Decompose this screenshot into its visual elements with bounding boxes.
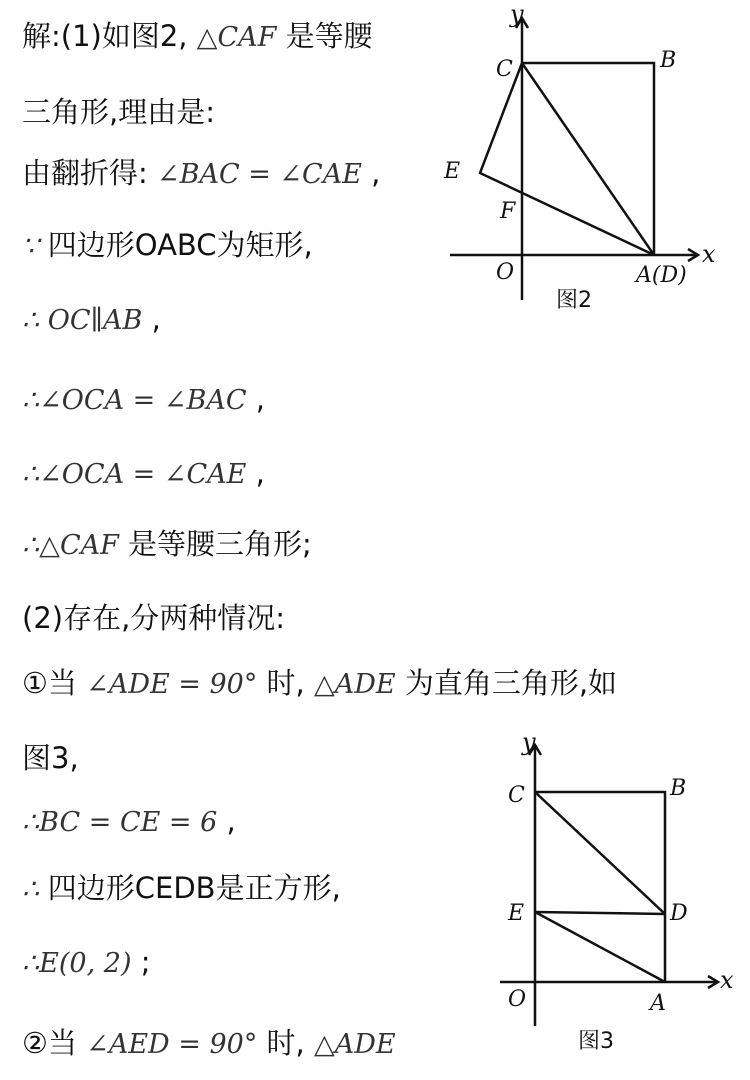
text-run: 时, (257, 666, 314, 700)
solution-line (22, 665, 617, 703)
math-expression: ∴∠OCA = ∠BAC (22, 385, 247, 416)
point-O-label: O (496, 260, 515, 285)
solution-line (22, 18, 373, 56)
figure-2-caption: 图2 (556, 288, 592, 313)
solution-line (22, 944, 150, 982)
math-expression: ∴E(0, 2) (22, 948, 132, 979)
x-axis-label: x (720, 966, 734, 994)
math-expression: ∠AED = 90° (86, 1029, 258, 1060)
text-run: 由翻折得: (22, 156, 157, 190)
math-expression: ∠BAC = ∠CAE (157, 159, 362, 190)
text-run: 解:(1)如图2, (22, 19, 197, 53)
point-E-label: E (508, 901, 525, 926)
point-E-label: E (444, 159, 461, 184)
x-axis-label: x (702, 240, 716, 268)
figure-2 (430, 0, 720, 320)
math-expression: ∵ (22, 231, 48, 262)
math-expression: ∴∠OCA = ∠CAE (22, 459, 247, 490)
point-O-label: O (508, 987, 527, 1012)
point-A-label: A(D) (636, 263, 687, 288)
point-C-label: C (508, 783, 525, 808)
figure-3-diagram (480, 730, 740, 1060)
rectangle-sides (535, 792, 665, 982)
solution-line (22, 526, 312, 564)
text-run: , (246, 456, 265, 490)
text-run: 是等腰三角形; (118, 527, 312, 561)
y-axis-label: y (522, 730, 536, 756)
text-run: , (361, 156, 381, 190)
segment-ED (535, 912, 665, 914)
text-run: , (142, 302, 161, 336)
figure-3-caption: 图3 (578, 1029, 614, 1054)
text-run: ②当 (22, 1026, 87, 1060)
point-F-label: F (500, 199, 516, 224)
solution-line (22, 455, 265, 493)
math-expression: ∴BC = CE = 6 (22, 807, 218, 838)
solution-line (22, 155, 380, 193)
figure-3 (480, 730, 740, 1060)
text-run: 四边形CEDB是正方形, (47, 871, 341, 905)
math-expression: △CAF (196, 22, 277, 53)
point-C-label: C (496, 57, 513, 82)
text-run: (2)存在,分两种情况: (22, 601, 286, 635)
point-B-label: B (660, 48, 677, 73)
text-run: ①当 (22, 666, 87, 700)
point-D-label: D (670, 901, 688, 926)
solution-line (22, 600, 285, 636)
math-expression: ∠ADE = 90° (86, 669, 258, 700)
point-A-label: A (650, 991, 666, 1016)
text-run: 是等腰 (276, 19, 373, 53)
text-run: 图3, (22, 741, 79, 775)
solution-line (22, 740, 79, 776)
solution-line (22, 870, 341, 908)
solution-line (22, 1025, 396, 1063)
text-run: 三角形,理由是: (22, 95, 215, 129)
solution-line (22, 227, 313, 265)
solution-line (22, 803, 236, 841)
segment-EA (535, 912, 665, 982)
math-expression: ∴ (22, 874, 48, 905)
segment-CD (535, 792, 665, 914)
figure-2-diagram (430, 0, 720, 320)
y-axis-label: y (510, 0, 524, 28)
text-run: 时, (257, 1026, 314, 1060)
text-run: ; (131, 945, 151, 979)
text-run: 四边形OABC为矩形, (47, 228, 313, 262)
diagonal-CA (522, 63, 654, 255)
text-run: 为直角三角形,如 (395, 666, 618, 700)
math-expression: △ADE (314, 669, 396, 700)
text-run: , (246, 382, 265, 416)
math-expression: ∴ OC∥AB (22, 305, 143, 336)
point-B-label: B (670, 776, 687, 801)
solution-line (22, 94, 215, 130)
text-run: , (217, 804, 236, 838)
solution-line (22, 381, 265, 419)
solution-line (22, 301, 161, 339)
math-expression: △ADE (314, 1029, 396, 1060)
math-expression: ∴△CAF (22, 530, 119, 561)
folded-triangle (480, 63, 654, 255)
